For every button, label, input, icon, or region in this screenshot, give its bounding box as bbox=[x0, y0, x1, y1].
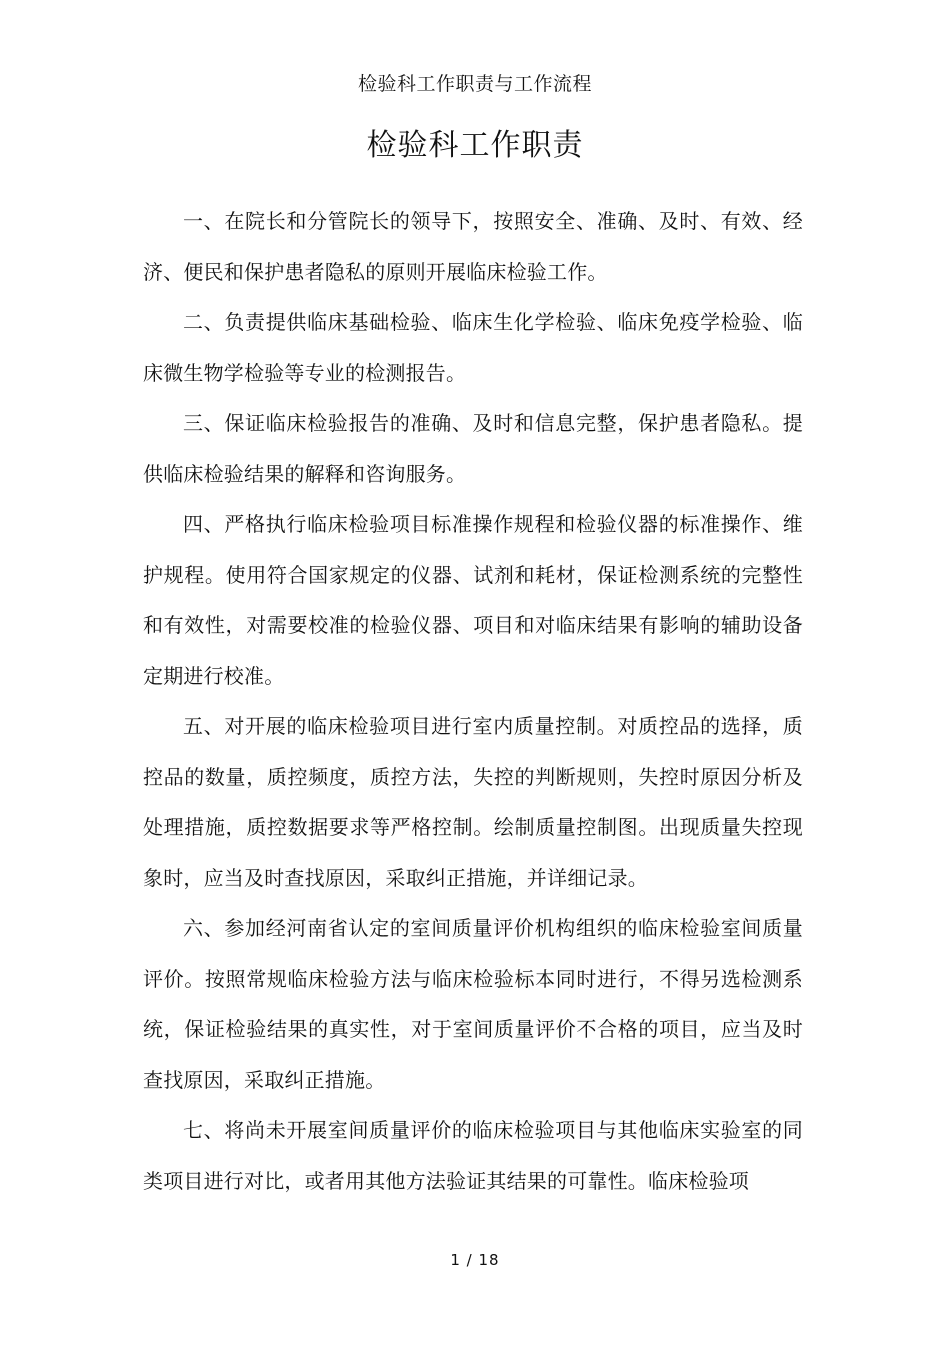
paragraph-2: 二、负责提供临床基础检验、临床生化学检验、临床免疫学检验、临床微生物学检验等专业的检测报告。 bbox=[143, 310, 803, 385]
page-number: 1 / 18 bbox=[450, 1251, 500, 1269]
paragraph-6: 六、参加经河南省认定的室间质量评价机构组织的临床检验室间质量评价。按照常规临床检验方法与临床检验标本同时进行，不得另选检测系统，保证检验结果的真实性，对于室间质量评价不合格的项目，应当及时查找原因，采取纠正措施。 bbox=[143, 916, 803, 1092]
document-body bbox=[143, 196, 803, 1206]
paragraph-5: 五、对开展的临床检验项目进行室内质量控制。对质控品的选择，质控品的数量，质控频度，质控方法，失控的判断规则，失控时原因分析及处理措施，质控数据要求等严格控制。绘制质量控制图。出现质量失控现象时，应当及时查找原因，采取纠正措施，并详细记录。 bbox=[143, 714, 803, 890]
running-header: 检验科工作职责与工作流程 bbox=[357, 73, 592, 95]
paragraph-7: 七、将尚未开展室间质量评价的临床检验项目与其他临床实验室的同类项目进行对比，或者用其他方法验证其结果的可靠性。临床检验项 bbox=[143, 1118, 803, 1193]
document-title: 检验科工作职责 bbox=[366, 128, 584, 163]
paragraph-4: 四、严格执行临床检验项目标准操作规程和检验仪器的标准操作、维护规程。使用符合国家规定的仪器、试剂和耗材，保证检测系统的完整性和有效性，对需要校准的检验仪器、项目和对临床结果有影响的辅助设备定期进行校准。 bbox=[143, 512, 803, 688]
paragraph-1: 一、在院长和分管院长的领导下，按照安全、准确、及时、有效、经济、便民和保护患者隐私的原则开展临床检验工作。 bbox=[143, 209, 803, 284]
paragraph-3: 三、保证临床检验报告的准确、及时和信息完整，保护患者隐私。提供临床检验结果的解释和咨询服务。 bbox=[143, 411, 803, 486]
